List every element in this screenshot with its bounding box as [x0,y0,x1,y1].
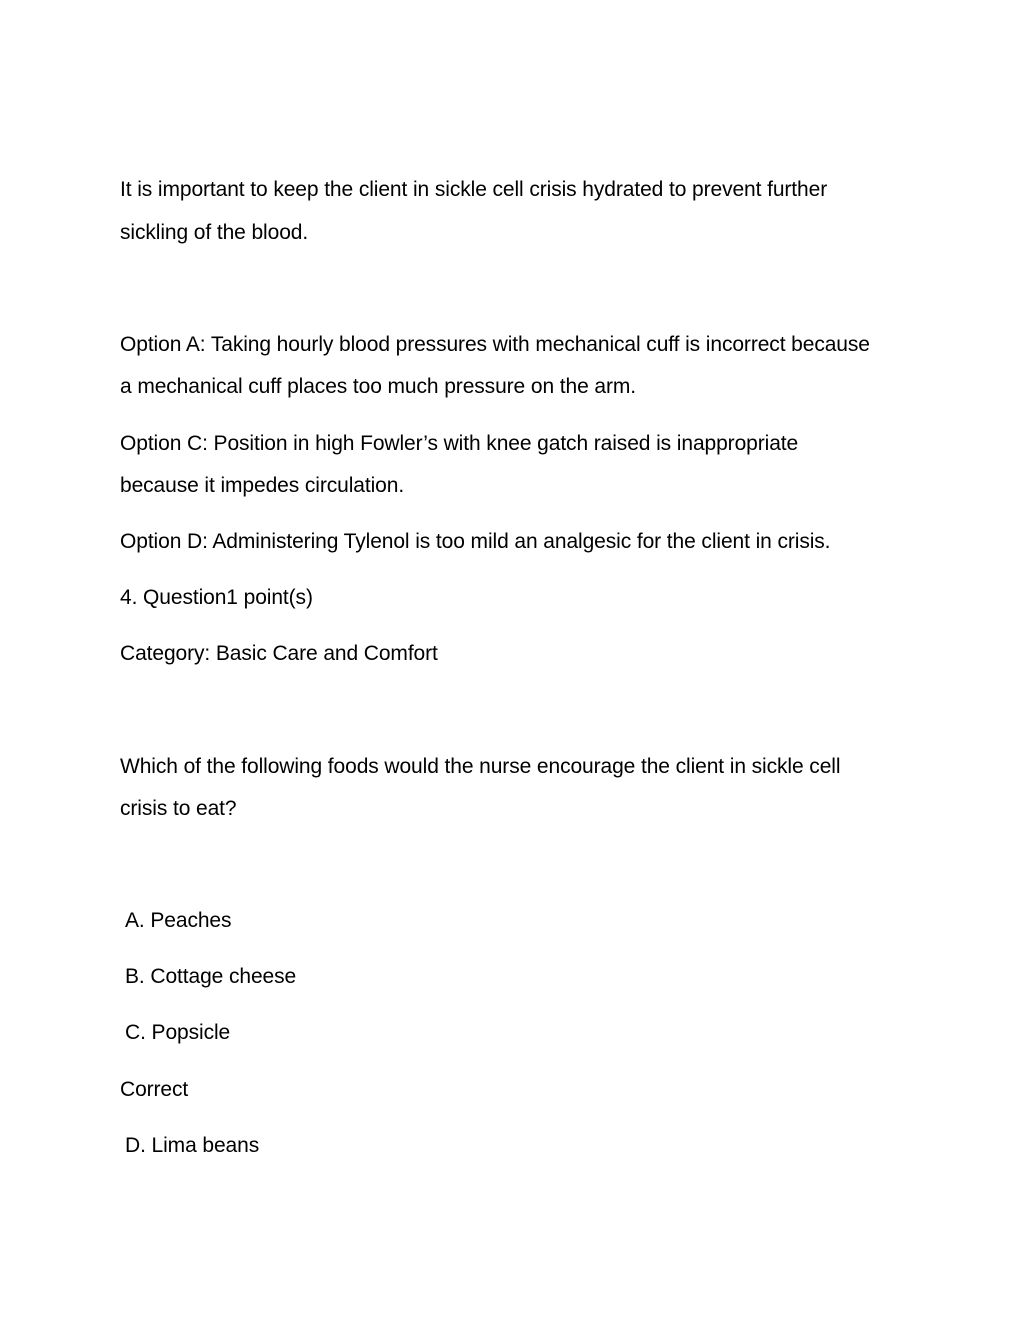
question-text-line-1: Which of the following foods would the nurse encourage the client in sickle cell [120,755,841,778]
option-c-rationale-line-2: because it impedes circulation. [120,474,405,497]
correct-label: Correct [120,1078,189,1101]
option-a-rationale-line-2: a mechanical cuff places too much pressure on the arm. [120,375,636,398]
option-d-rationale: Option D: Administering Tylenol is too mild an analgesic for the client in crisis. [120,530,831,553]
answer-option-b: B. Cottage cheese [125,965,297,988]
explanation-line-1: It is important to keep the client in sickle cell crisis hydrated to prevent further [120,178,828,201]
answer-option-a: A. Peaches [125,909,232,932]
option-a-rationale-line-1: Option A: Taking hourly blood pressures with mechanical cuff is incorrect because [120,333,870,356]
explanation-line-2: sickling of the blood. [120,221,309,244]
answer-option-c: C. Popsicle [125,1021,231,1044]
question-category: Category: Basic Care and Comfort [120,642,438,665]
question-text-line-2: crisis to eat? [120,797,237,820]
option-c-rationale-line-1: Option C: Position in high Fowler’s with knee gatch raised is inappropriate [120,432,799,455]
answer-option-d: D. Lima beans [125,1134,260,1157]
question-header: 4. Question1 point(s) [120,586,313,609]
